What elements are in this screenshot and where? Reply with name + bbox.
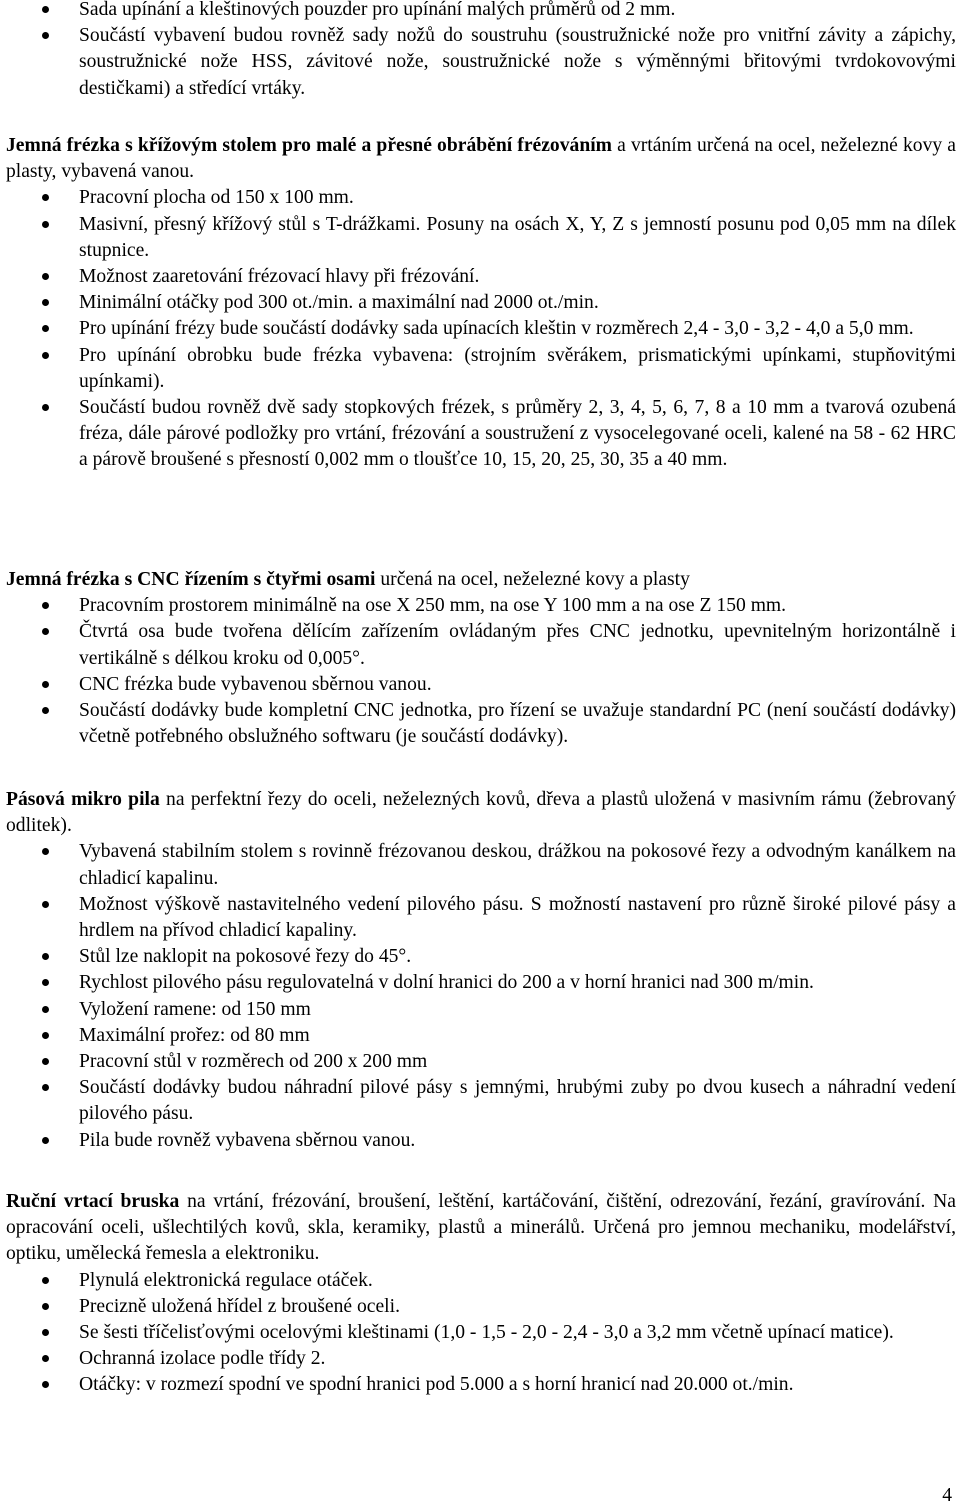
list-item: Minimální otáčky pod 300 ot./min. a maximální nad 2000 ot./min. <box>6 290 956 316</box>
list-item: Možnost výškově nastavitelného vedení pilového pásu. S možností nastavení pro různě široké pilové pásy a hrdlem na přívod chladicí kapaliny. <box>6 892 956 944</box>
section-intro-text: určená na ocel, neželezné kovy a plasty <box>375 569 690 590</box>
section-cnc-frezka <box>6 567 956 750</box>
section-intro-text: a vrtáním určená na ocel, neželezné kovy a plasty, vybavená vanou. <box>6 135 956 183</box>
list-item: Pracovní stůl v rozměrech od 200 x 200 mm <box>6 1049 956 1075</box>
list-item: Součástí budou rovněž dvě sady stopkových frézek, s průměry 2, 3, 4, 5, 6, 7, 8 a 10 mm a tvarová ozubená fréza, dále párové podložky pro vrtání, frézování a soustružení z vysocelegované oceli, kalené na 58 - 62 HRC a párově broušené s přesností 0,002 mm o tloušťce 10, 15, 20, 25, 30, 35 a 40 mm. <box>6 395 956 474</box>
list-item: Možnost zaaretování frézovací hlavy při frézování. <box>6 264 956 290</box>
list-item: Precizně uložená hřídel z broušené oceli. <box>6 1294 956 1320</box>
section-bullet-list <box>6 185 956 473</box>
section-bullet-list <box>6 593 956 750</box>
section-title: Pásová mikro pila <box>6 789 160 810</box>
list-item: Plynulá elektronická regulace otáček. <box>6 1268 956 1294</box>
list-item: Otáčky: v rozmezí spodní ve spodní hranici pod 5.000 a s horní hranicí nad 20.000 ot./min. <box>6 1372 956 1398</box>
list-item: Maximální prořez: od 80 mm <box>6 1023 956 1049</box>
section-bullet-list <box>6 839 956 1153</box>
list-item: Se šesti tříčelisťovými ocelovými kleštinami (1,0 - 1,5 - 2,0 - 2,4 - 3,0 a 3,2 mm včetně upínací matice). <box>6 1320 956 1346</box>
list-item: Pro upínání frézy bude součástí dodávky sada upínacích kleštin v rozměrech 2,4 - 3,0 - 3,2 - 4,0 a 5,0 mm. <box>6 316 956 342</box>
section-title: Jemná frézka s křížovým stolem pro malé a přesné obrábění frézováním <box>6 135 612 156</box>
section-intro <box>6 567 956 593</box>
section-title: Ruční vrtací bruska <box>6 1191 180 1212</box>
section-rucni-vrtaci-bruska <box>6 1189 956 1399</box>
list-item: Vybavená stabilním stolem s rovinně frézovanou deskou, drážkou na pokosové řezy a odvodným kanálkem na chladicí kapalinu. <box>6 839 956 891</box>
section-intro-text: na vrtání, frézování, broušení, leštění, kartáčování, čištění, odrezování, řezání, gravírování. Na opracování oceli, ušlechtilých kovů, skla, keramiky, plastů a minerálů. Určená pro jemnou mechaniku, modelářství, optiku, umělecká řemesla a elektroniku. <box>6 1191 956 1265</box>
list-item: Pila bude rovněž vybavena sběrnou vanou. <box>6 1128 956 1154</box>
section-pasova-mikro-pila <box>6 787 956 1154</box>
section-title: Jemná frézka s CNC řízením s čtyřmi osami <box>6 569 376 590</box>
top-bullet-list <box>6 0 956 102</box>
section-intro-text: na perfektní řezy do oceli, neželezných kovů, dřeva a plastů uložená v masivním rámu (žebrovaný odlitek). <box>6 789 956 837</box>
list-item: Součástí dodávky bude kompletní CNC jednotka, pro řízení se uvažuje standardní PC (není součástí dodávky) včetně potřebného obslužného softwaru (je součástí dodávky). <box>6 698 956 750</box>
list-item: Stůl lze naklopit na pokosové řezy do 45°. <box>6 944 956 970</box>
section-intro <box>6 133 956 185</box>
list-item: Pracovní plocha od 150 x 100 mm. <box>6 185 956 211</box>
list-item: Pracovním prostorem minimálně na ose X 250 mm, na ose Y 100 mm a na ose Z 150 mm. <box>6 593 956 619</box>
list-item: Masivní, přesný křížový stůl s T-drážkami. Posuny na osách X, Y, Z s jemností posunu pod 0,05 mm na dílek stupnice. <box>6 212 956 264</box>
section-bullet-list <box>6 1268 956 1399</box>
list-item: Pro upínání obrobku bude frézka vybavena: (strojním svěrákem, prismatickými upínkami, stupňovitými upínkami). <box>6 343 956 395</box>
section-jemna-frezka-krizovy-stul <box>6 133 956 474</box>
page-number: 4 <box>942 1485 952 1506</box>
list-item: Součástí dodávky budou náhradní pilové pásy s jemnými, hrubými zuby po dvou kusech a náhradní vedení pilového pásu. <box>6 1075 956 1127</box>
list-item: Součástí vybavení budou rovněž sady nožů do soustruhu (soustružnické nože pro vnitřní závity a zápichy, soustružnické nože HSS, závitové nože, soustružnické nože s výměnnými břitovými tvrdokovovými destičkami) a středící vrtáky. <box>6 23 956 102</box>
list-item: Čtvrtá osa bude tvořena dělícím zařízením ovládaným přes CNC jednotku, upevnitelným horizontálně i vertikálně s délkou kroku od 0,005°. <box>6 619 956 671</box>
list-item: Vyložení ramene: od 150 mm <box>6 997 956 1023</box>
list-item: CNC frézka bude vybavenou sběrnou vanou. <box>6 672 956 698</box>
top-list-section <box>6 0 956 102</box>
list-item: Sada upínání a kleštinových pouzder pro upínání malých průměrů od 2 mm. <box>6 0 956 23</box>
section-intro <box>6 787 956 839</box>
list-item: Ochranná izolace podle třídy 2. <box>6 1346 956 1372</box>
section-intro <box>6 1189 956 1268</box>
list-item: Rychlost pilového pásu regulovatelná v dolní hranici do 200 a v horní hranici nad 300 m/min. <box>6 970 956 996</box>
